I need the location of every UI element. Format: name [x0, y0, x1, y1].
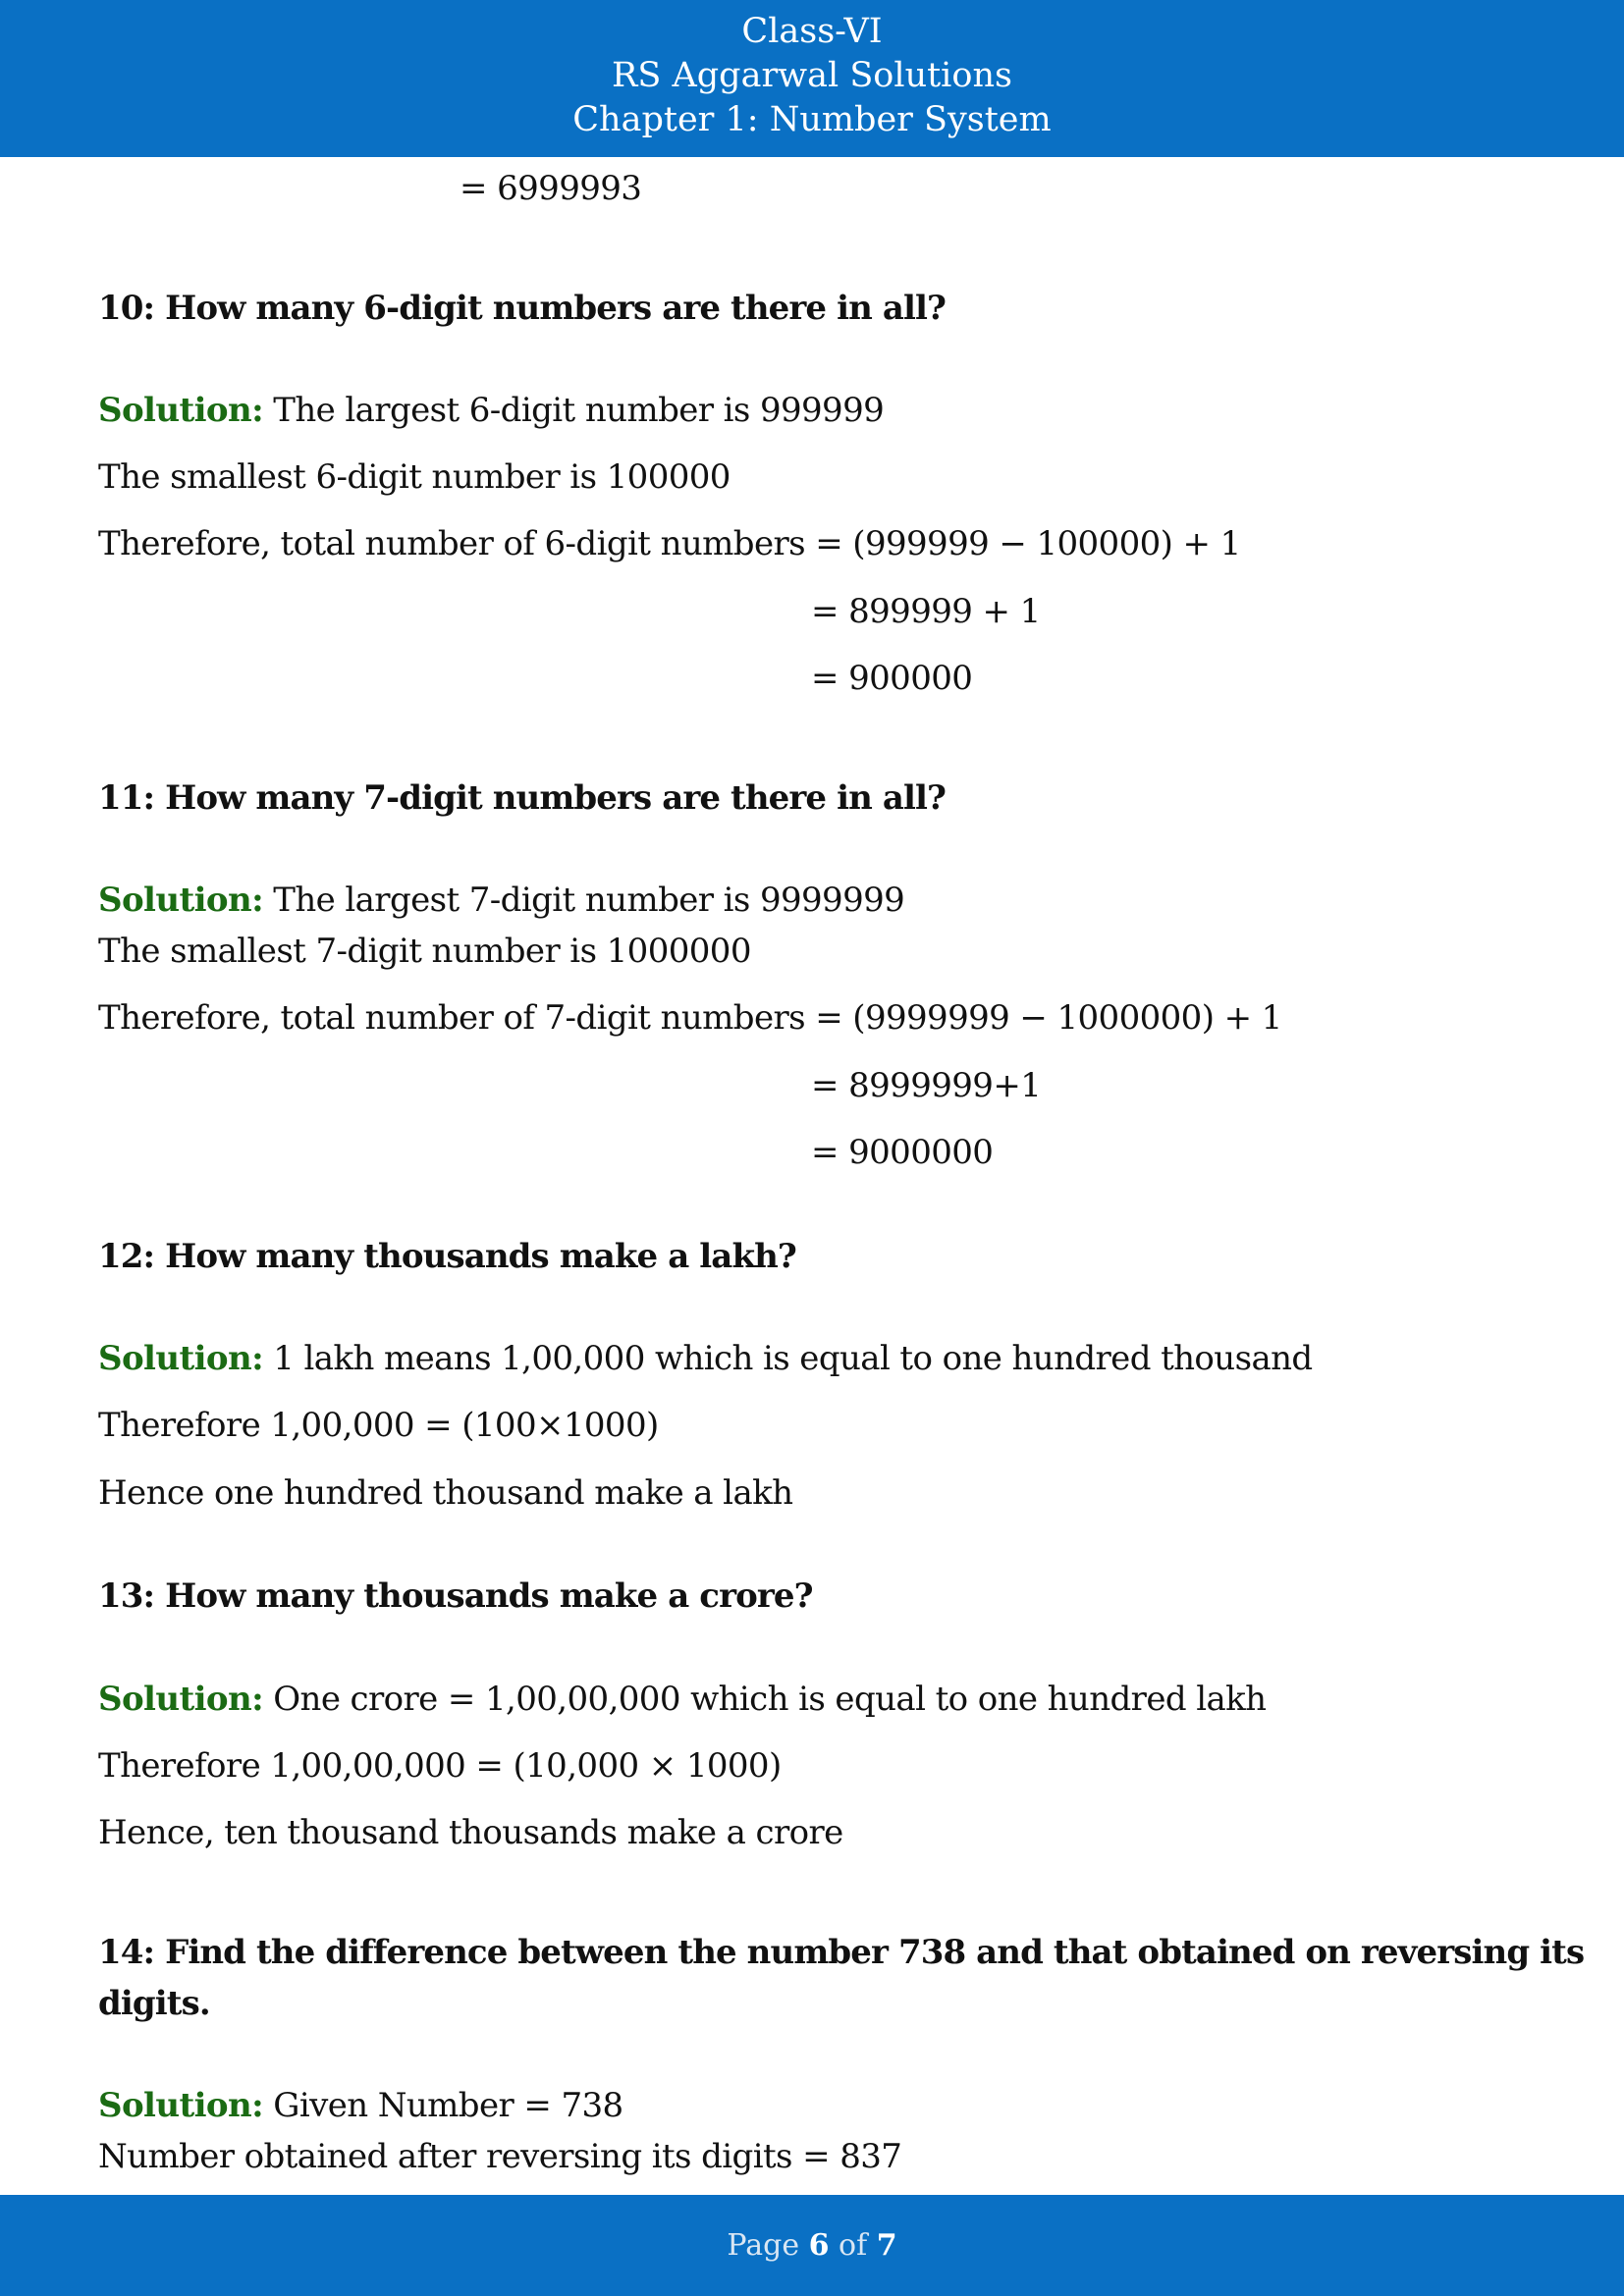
total-page-count: 7 — [876, 2228, 897, 2263]
q14-solution-text: Given Number = 738 — [263, 2086, 623, 2125]
question-12: 12: How many thousands make a lakh? — [98, 1237, 796, 1276]
question-10: 10: How many 6-digit numbers are there in all? — [98, 289, 947, 328]
page-header — [0, 0, 1624, 157]
question-11: 11: How many 7-digit numbers are there in all? — [98, 778, 947, 818]
q10-solution-line-3: Therefore, total number of 6-digit numbers = (999999 − 100000) + 1 — [98, 524, 1241, 563]
q13-solution-text: One crore = 1,00,00,000 which is equal to one hundred lakh — [263, 1680, 1267, 1719]
page-footer — [0, 2195, 1624, 2296]
q11-solution-line-3: Therefore, total number of 7-digit numbers = (9999999 − 1000000) + 1 — [98, 998, 1282, 1038]
q13-solution-line-2: Therefore 1,00,00,000 = (10,000 × 1000) — [98, 1746, 782, 1786]
q10-solution-line-1 — [98, 390, 884, 431]
q12-solution-line-1 — [98, 1338, 1313, 1379]
q14-solution-line-1 — [98, 2085, 623, 2126]
solution-label: Solution: — [98, 1680, 264, 1719]
q12-solution-line-2: Therefore 1,00,000 = (100×1000) — [98, 1406, 659, 1445]
q13-solution-line-3: Hence, ten thousand thousands make a crore — [98, 1813, 843, 1852]
carry-over-result: = 6999993 — [460, 169, 642, 208]
q12-solution-text: 1 lakh means 1,00,000 which is equal to one hundred thousand — [263, 1339, 1313, 1378]
q14-solution-line-2: Number obtained after reversing its digits = 837 — [98, 2137, 902, 2176]
q10-solution-line-2: The smallest 6-digit number is 100000 — [98, 457, 731, 497]
q12-solution-line-3: Hence one hundred thousand make a lakh — [98, 1473, 793, 1513]
question-13: 13: How many thousands make a crore? — [98, 1576, 813, 1616]
q11-solution-line-2: The smallest 7-digit number is 1000000 — [98, 932, 751, 971]
q11-solution-line-4: = 8999999+1 — [811, 1066, 1042, 1105]
q10-solution-line-4: = 899999 + 1 — [811, 592, 1041, 631]
q11-solution-line-5: = 9000000 — [811, 1133, 994, 1172]
header-book: RS Aggarwal Solutions — [612, 56, 1012, 95]
q11-solution-text: The largest 7-digit number is 9999999 — [263, 881, 905, 920]
solution-label: Solution: — [98, 1339, 264, 1378]
solution-label: Solution: — [98, 2086, 264, 2125]
header-chapter: Chapter 1: Number System — [572, 100, 1052, 139]
of-word: of — [829, 2228, 877, 2263]
page-word: Page — [727, 2228, 809, 2263]
header-class: Class-VI — [741, 12, 883, 51]
q11-solution-line-1 — [98, 880, 904, 921]
solution-label: Solution: — [98, 881, 264, 920]
q10-solution-line-5: = 900000 — [811, 659, 973, 698]
q10-solution-text: The largest 6-digit number is 999999 — [263, 391, 885, 430]
current-page-number: 6 — [808, 2228, 830, 2263]
question-14-line-2: digits. — [98, 1984, 210, 2023]
q13-solution-line-1 — [98, 1679, 1266, 1720]
solution-label: Solution: — [98, 391, 264, 430]
question-14-line-1: 14: Find the difference between the number 738 and that obtained on reversing its — [98, 1933, 1585, 1972]
